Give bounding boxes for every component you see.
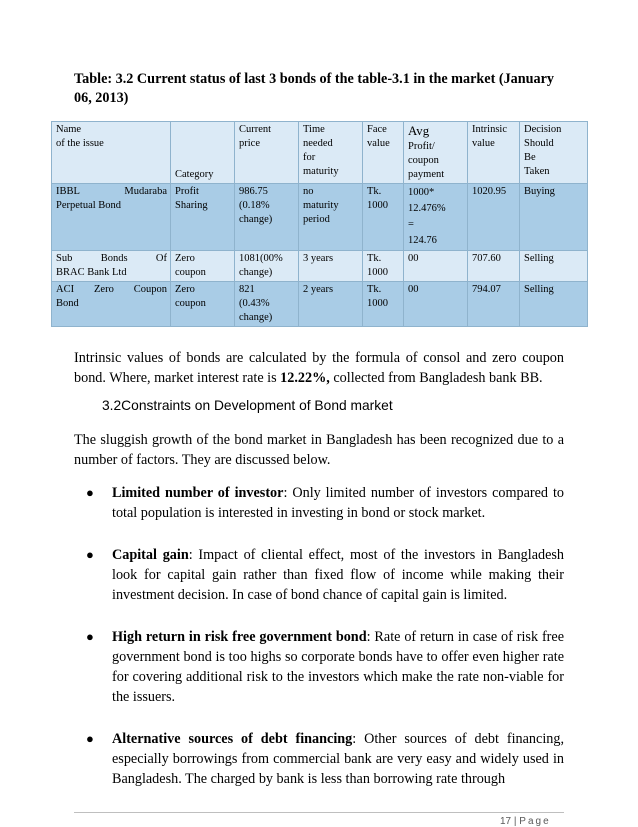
bullet-icon: ● xyxy=(86,731,94,746)
list-item: ● Limited number of investor: Only limited number of investors compared to total population is interested in investing in bond or stock market. xyxy=(86,485,564,521)
header-decision: Decision Should Be Taken xyxy=(520,122,588,184)
cell-time: 3 years xyxy=(299,251,363,282)
table-row-ibbl xyxy=(52,184,588,251)
cell-profit: 1000* 12.476% = 124.76 xyxy=(404,184,468,251)
intrinsic-paragraph: Intrinsic values of bonds are calculated by the formula of consol and zero coupon bond. Where, market interest rate is 12.22%, collected from Bangladesh bank BB. xyxy=(74,350,564,386)
cell-category: Profit Sharing xyxy=(171,184,235,251)
header-time-needed: Time needed for maturity xyxy=(299,122,363,184)
cell-intrinsic: 707.60 xyxy=(468,251,520,282)
cell-name: ACI Zero Coupon Bond xyxy=(52,282,171,327)
cell-intrinsic: 794.07 xyxy=(468,282,520,327)
header-face-value: Face value xyxy=(363,122,404,184)
table-row-aci xyxy=(52,282,588,327)
interest-rate-value: 12.22%, xyxy=(280,370,330,386)
cell-face: Tk. 1000 xyxy=(363,251,404,282)
cell-face: Tk. 1000 xyxy=(363,282,404,327)
list-item: ● High return in risk free government bond: Rate of return in case of risk free government bond is too highs so corporate bonds have to offer even higher rate for covering additional risk to the investors which make the rate non-viable for the issuers. xyxy=(86,629,564,705)
cell-profit: 00 xyxy=(404,282,468,327)
cell-decision: Buying xyxy=(520,184,588,251)
cell-price: 1081(00% change) xyxy=(235,251,299,282)
section-intro-paragraph: The sluggish growth of the bond market in Bangladesh has been recognized due to a number of factors. They are discussed below. xyxy=(74,432,564,468)
cell-decision: Selling xyxy=(520,282,588,327)
bullet-icon: ● xyxy=(86,629,94,644)
page-footer: 17 | Page xyxy=(500,816,551,827)
bullet-icon: ● xyxy=(86,547,94,562)
bullet-icon: ● xyxy=(86,485,94,500)
page-number: 17 xyxy=(500,816,512,827)
header-avg-profit: Avg Profit/ coupon payment xyxy=(404,122,468,184)
table-header-row xyxy=(52,122,588,184)
table-row-brac xyxy=(52,251,588,282)
cell-time: no maturity period xyxy=(299,184,363,251)
cell-name: Sub Bonds Of BRAC Bank Ltd xyxy=(52,251,171,282)
list-item: ● Capital gain: Impact of cliental effect, most of the investors in Bangladesh look for capital gain rather than fixed flow of income while making their investment decision. In case of bond chance of capital gain is limited. xyxy=(86,547,564,603)
cell-price: 986.75 (0.18% change) xyxy=(235,184,299,251)
cell-face: Tk. 1000 xyxy=(363,184,404,251)
cell-time: 2 years xyxy=(299,282,363,327)
header-name: Name of the issue xyxy=(52,122,171,184)
header-intrinsic-value: Intrinsic value xyxy=(468,122,520,184)
cell-price: 821 (0.43% change) xyxy=(235,282,299,327)
constraints-list xyxy=(84,483,564,811)
cell-category: Zero coupon xyxy=(171,251,235,282)
table-caption: Table: 3.2 Current status of last 3 bonds of the table-3.1 in the market (January 06, 2013) xyxy=(74,71,555,106)
footer-divider xyxy=(74,812,564,813)
cell-category: Zero coupon xyxy=(171,282,235,327)
cell-decision: Selling xyxy=(520,251,588,282)
list-item: ● Alternative sources of debt financing: Other sources of debt financing, especially borrowings from commercial bank are very easy and widely used in Bangladesh. The charged by bank is less than borrowing rate through xyxy=(86,731,565,787)
cell-name: IBBL Mudaraba Perpetual Bond xyxy=(52,184,171,251)
header-current-price: Current price xyxy=(235,122,299,184)
cell-intrinsic: 1020.95 xyxy=(468,184,520,251)
header-category: Category xyxy=(171,122,235,184)
page-label: Page xyxy=(519,816,551,827)
cell-profit: 00 xyxy=(404,251,468,282)
bond-status-table xyxy=(51,121,588,327)
section-heading: 3.2Constraints on Development of Bond market xyxy=(102,398,393,413)
